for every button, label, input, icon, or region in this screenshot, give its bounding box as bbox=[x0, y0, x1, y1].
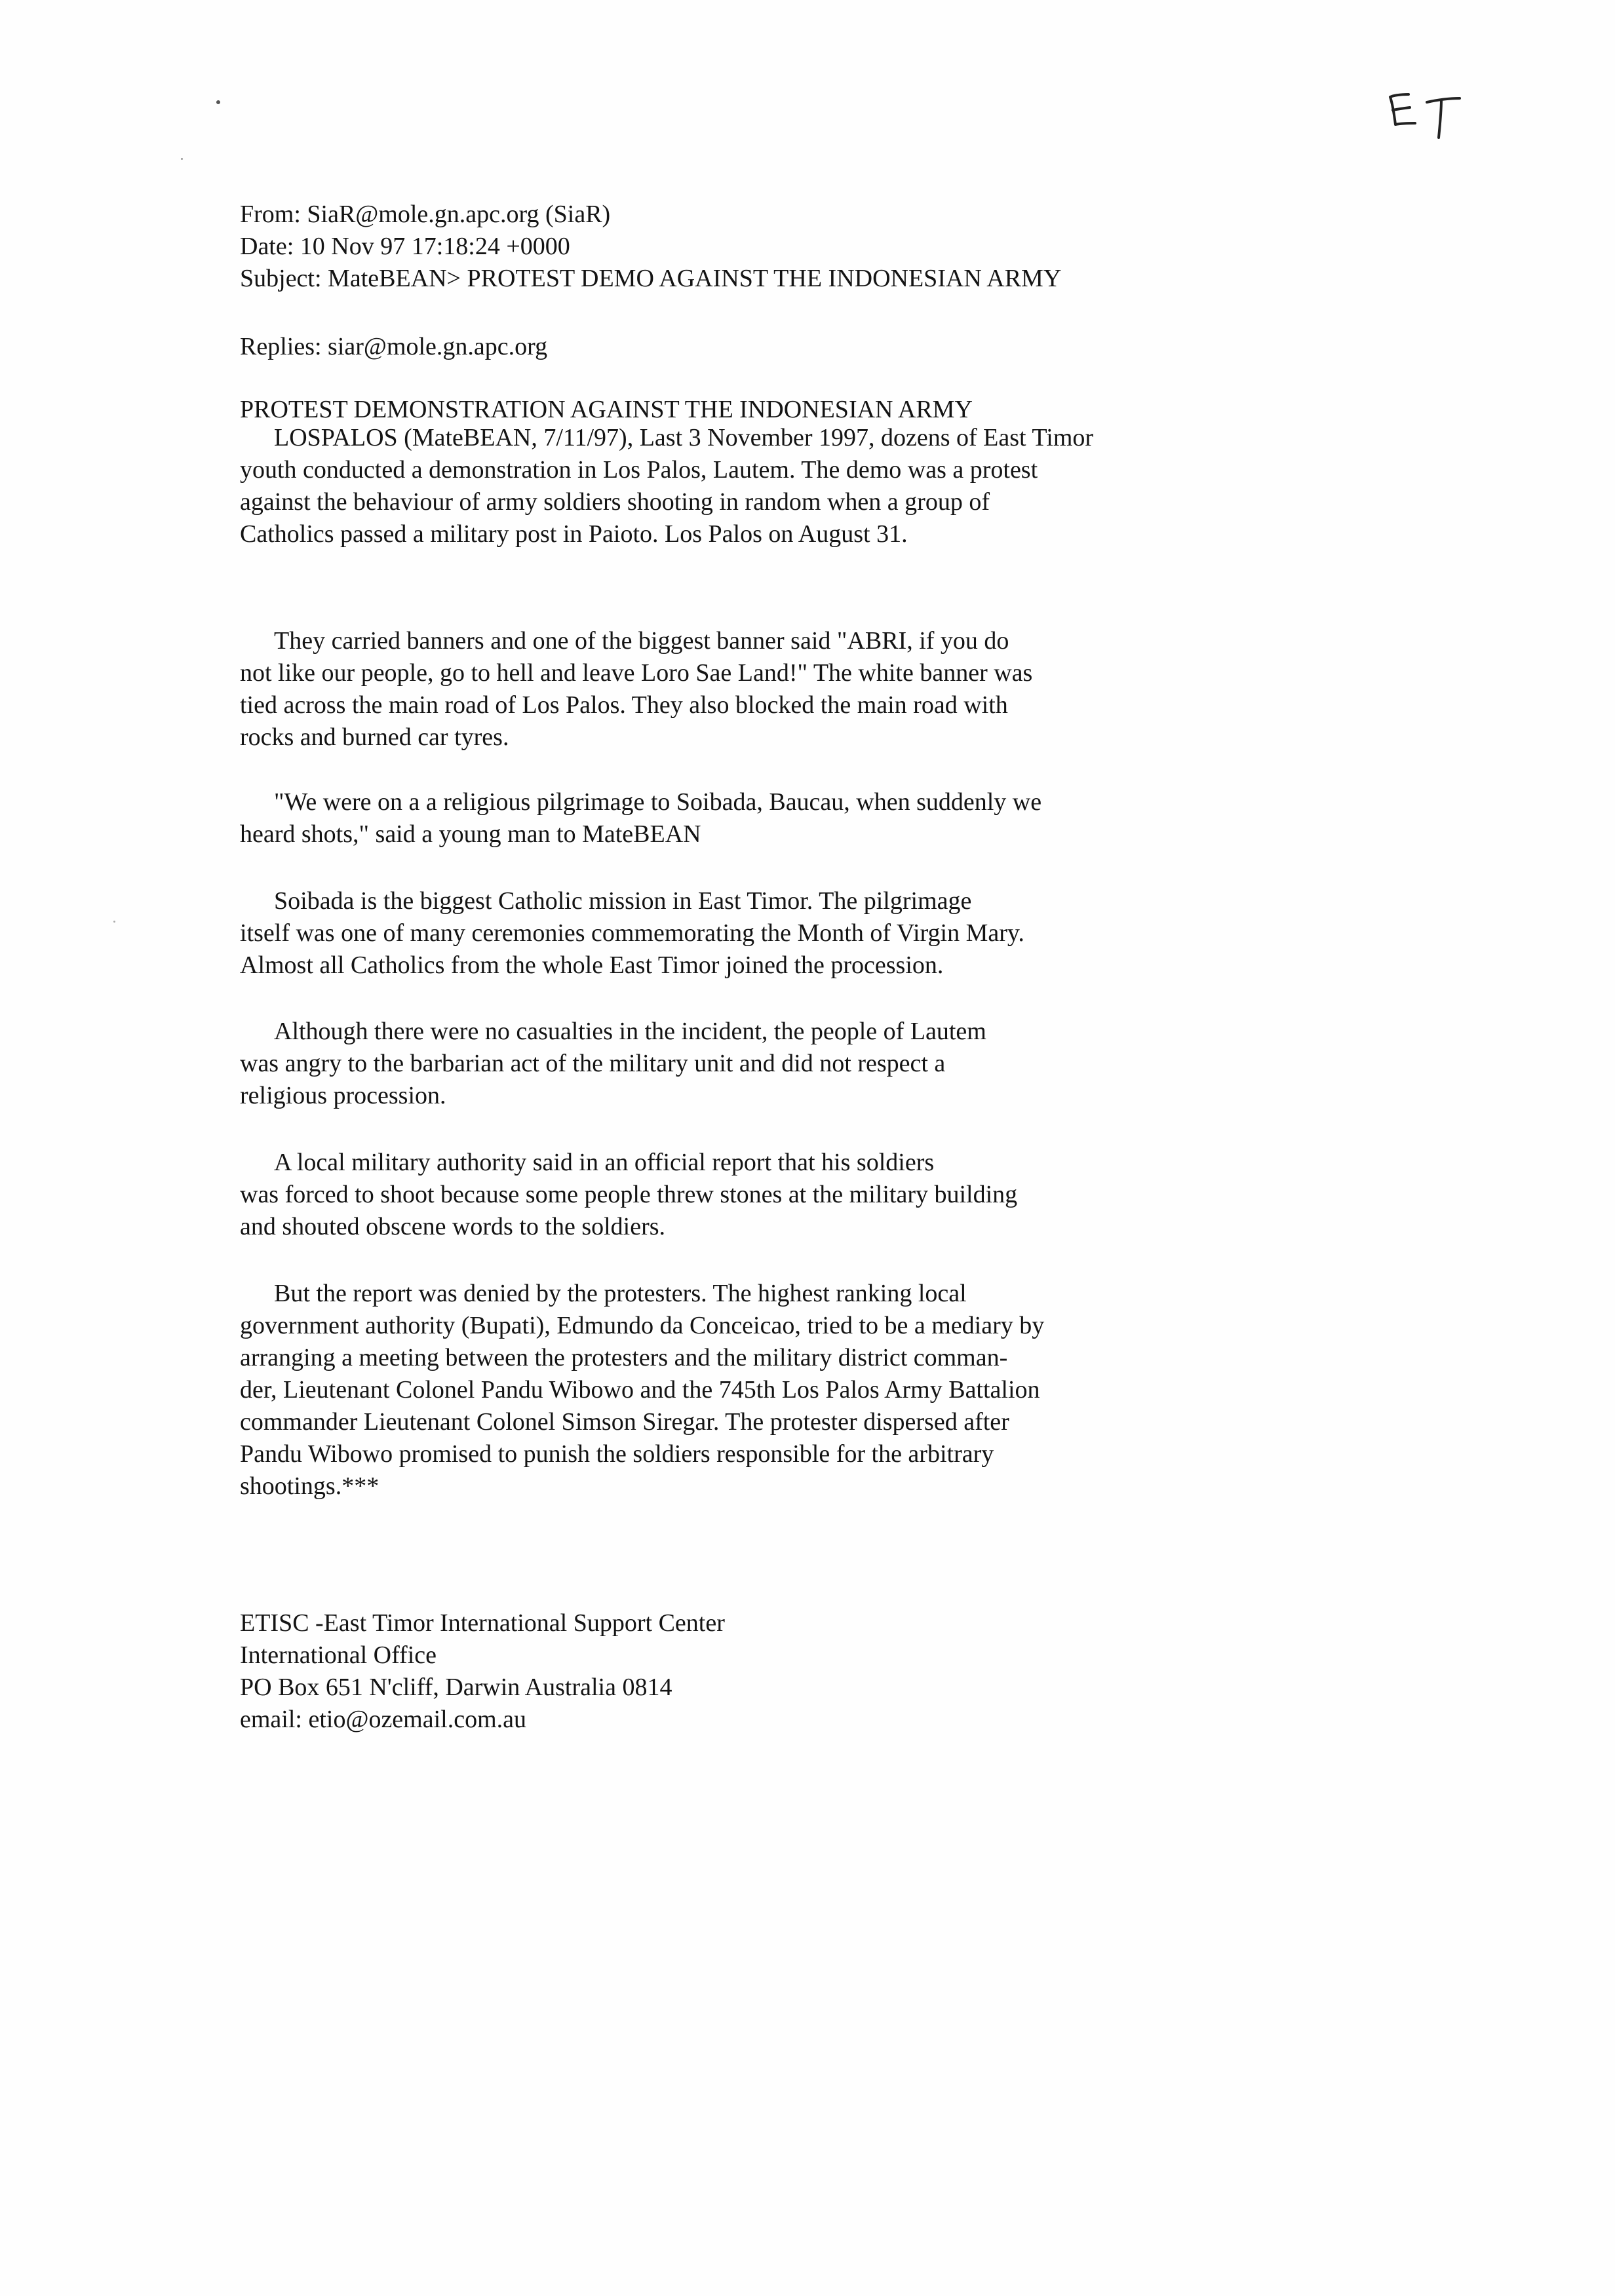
scan-speck bbox=[216, 100, 220, 104]
paragraph-line: against the behaviour of army soldiers shooting in random when a group of bbox=[240, 488, 990, 516]
paragraph-line: youth conducted a demonstration in Los Palos, Lautem. The demo was a protest bbox=[240, 456, 1038, 484]
article-paragraph-4 bbox=[240, 885, 1203, 982]
paragraph-line: Soibada is the biggest Catholic mission in East Timor. The pilgrimage bbox=[274, 887, 972, 915]
organization-footer bbox=[240, 1607, 1203, 1736]
footer-email: email: etio@ozemail.com.au bbox=[240, 1706, 526, 1733]
subject-line: Subject: MateBEAN> PROTEST DEMO AGAINST THE INDONESIAN ARMY bbox=[240, 265, 1062, 292]
article-paragraph-6 bbox=[240, 1147, 1203, 1243]
paragraph-line: heard shots," said a young man to MateBEAN bbox=[240, 820, 701, 848]
paragraph-line: religious procession. bbox=[240, 1082, 446, 1109]
paragraph-line: A local military authority said in an official report that his soldiers bbox=[274, 1149, 935, 1176]
replies-text: Replies: siar@mole.gn.apc.org bbox=[240, 333, 548, 360]
paragraph-line: tied across the main road of Los Palos. They also blocked the main road with bbox=[240, 691, 1008, 719]
paragraph-line: LOSPALOS (MateBEAN, 7/11/97), Last 3 November 1997, dozens of East Timor bbox=[274, 424, 1094, 451]
paragraph-line: itself was one of many ceremonies commemorating the Month of Virgin Mary. bbox=[240, 919, 1024, 947]
paragraph-line: arranging a meeting between the protesters and the military district comman- bbox=[240, 1344, 1008, 1371]
from-line: From: SiaR@mole.gn.apc.org (SiaR) bbox=[240, 201, 611, 228]
article-paragraph-5 bbox=[240, 1016, 1203, 1112]
paragraph-line: government authority (Bupati), Edmundo da Conceicao, tried to be a mediary by bbox=[240, 1312, 1045, 1339]
paragraph-line: not like our people, go to hell and leave Loro Sae Land!" The white banner was bbox=[240, 659, 1033, 687]
footer-address: PO Box 651 N'cliff, Darwin Australia 0814 bbox=[240, 1674, 672, 1701]
email-header bbox=[240, 199, 1203, 295]
paragraph-line: rocks and burned car tyres. bbox=[240, 723, 509, 751]
paragraph-line: and shouted obscene words to the soldiers. bbox=[240, 1213, 666, 1240]
article-paragraph-1 bbox=[240, 422, 1203, 550]
paragraph-line: commander Lieutenant Colonel Simson Siregar. The protester dispersed after bbox=[240, 1408, 1009, 1436]
paragraph-line: Catholics passed a military post in Paioto. Los Palos on August 31. bbox=[240, 520, 908, 548]
scan-speck bbox=[113, 921, 115, 923]
article-title bbox=[240, 394, 1203, 426]
paragraph-line: was forced to shoot because some people threw stones at the military building bbox=[240, 1181, 1018, 1208]
handwritten-et-mark bbox=[1386, 85, 1465, 144]
paragraph-line: "We were on a a religious pilgrimage to Soibada, Baucau, when suddenly we bbox=[274, 788, 1042, 816]
paragraph-line: Almost all Catholics from the whole East Timor joined the procession. bbox=[240, 951, 944, 979]
date-line: Date: 10 Nov 97 17:18:24 +0000 bbox=[240, 233, 570, 260]
paragraph-line: was angry to the barbarian act of the military unit and did not respect a bbox=[240, 1050, 946, 1077]
paragraph-line: der, Lieutenant Colonel Pandu Wibowo and the 745th Los Palos Army Battalion bbox=[240, 1376, 1040, 1404]
paragraph-line: shootings.*** bbox=[240, 1472, 379, 1500]
scan-speck bbox=[181, 158, 183, 160]
article-paragraph-3 bbox=[240, 786, 1203, 851]
paragraph-line: They carried banners and one of the biggest banner said "ABRI, if you do bbox=[274, 627, 1009, 655]
article-paragraph-7 bbox=[240, 1278, 1203, 1502]
paragraph-line: Pandu Wibowo promised to punish the soldiers responsible for the arbitrary bbox=[240, 1440, 994, 1468]
paragraph-line: But the report was denied by the protesters. The highest ranking local bbox=[274, 1280, 967, 1307]
footer-org-name: ETISC -East Timor International Support Center bbox=[240, 1609, 725, 1637]
footer-office: International Office bbox=[240, 1641, 437, 1669]
article-title-text: PROTEST DEMONSTRATION AGAINST THE INDONESIAN ARMY bbox=[240, 396, 973, 423]
paragraph-line: Although there were no casualties in the incident, the people of Lautem bbox=[274, 1018, 986, 1045]
replies-line bbox=[240, 331, 1203, 363]
article-paragraph-2 bbox=[240, 625, 1203, 754]
